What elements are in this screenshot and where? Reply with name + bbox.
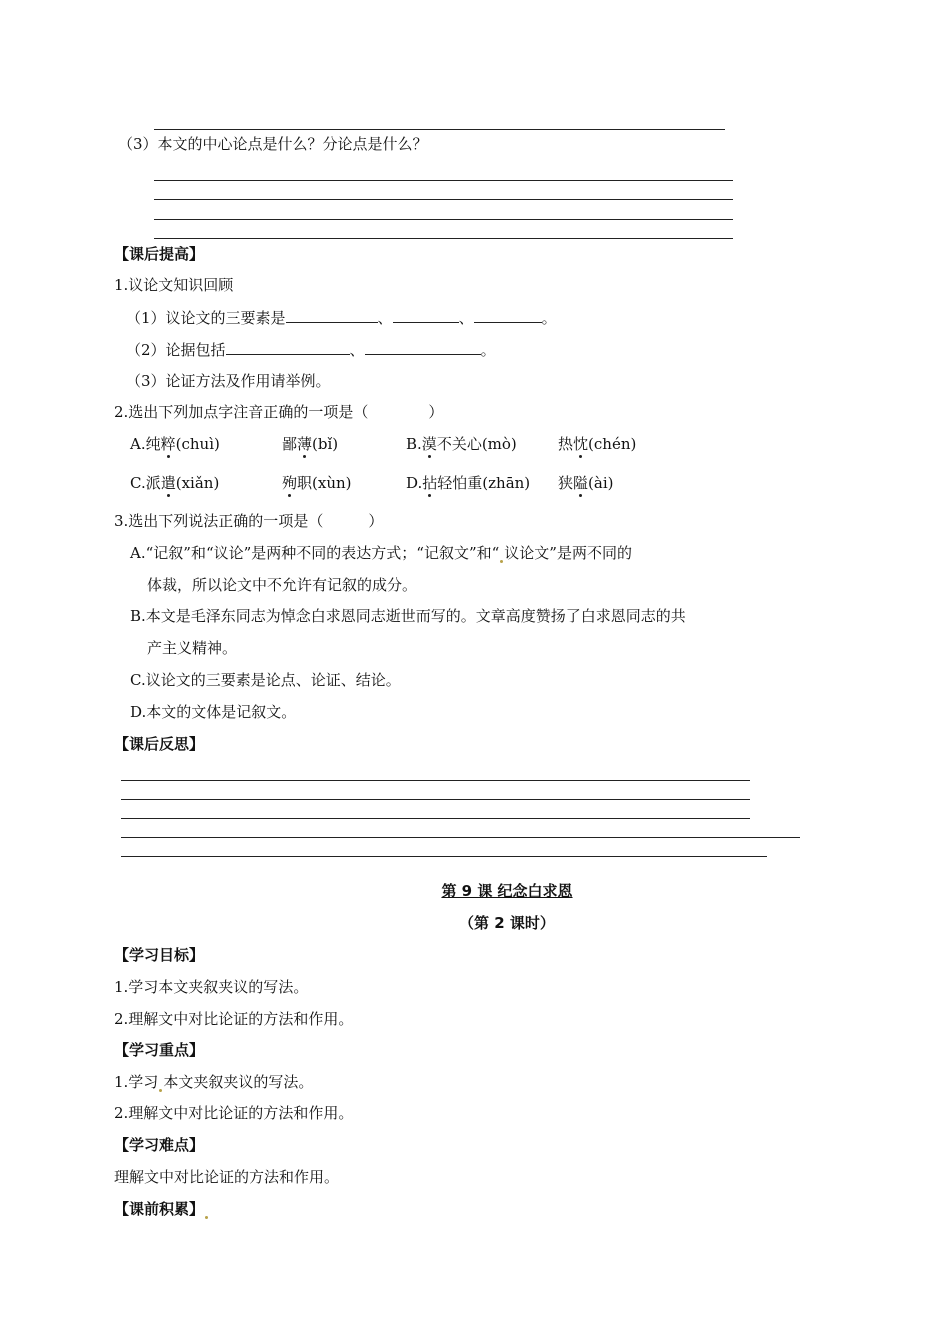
separator: 、 (458, 309, 474, 327)
item-1-sub-3: （3）论证方法及作用请举例。 (126, 372, 331, 390)
separator: 、 (349, 341, 365, 359)
option-label: B. (406, 435, 422, 453)
fill-blank[interactable] (226, 340, 350, 355)
option-a (130, 434, 220, 454)
key-point-item (114, 1072, 313, 1092)
section-heading-pre-class (114, 1199, 209, 1219)
lesson-subtitle: （第 2 课时） (459, 914, 555, 932)
dotted-char: 拈 (422, 474, 438, 492)
marker-dot (500, 560, 503, 563)
reflection-line (121, 780, 750, 781)
item-1-sub-2 (126, 340, 496, 360)
goal-item: 1.学习本文夹叙夹议的写法。 (114, 978, 309, 996)
dotted-char: 殉 (282, 474, 298, 492)
section-heading-after-class: 【课后提高】 (114, 245, 205, 263)
dotted-char: 隘 (573, 474, 589, 492)
item-3-option-c: C.议论文的三要素是论点、论证、结论。 (130, 671, 401, 689)
item-3-option-b-line-1: B.本文是毛泽东同志为悼念白求恩同志逝世而写的。文章高度赞扬了白求恩同志的共 (130, 607, 686, 625)
item-3-option-b-line-2: 产主义精神。 (147, 639, 238, 657)
dotted-char: 薄 (297, 435, 313, 453)
goal-item: 2.理解文中对比论证的方法和作用。 (114, 1010, 354, 1028)
sub-2-prefix: （2）论据包括 (126, 341, 226, 359)
answer-line (154, 219, 733, 220)
item-3-option-d: D.本文的文体是记叙文。 (130, 703, 297, 721)
item-3-title: 3.选出下列说法正确的一项是（ ） (114, 512, 384, 530)
item-2-title: 2.选出下列加点字注音正确的一项是（ ） (114, 403, 444, 421)
option-d-2 (558, 473, 613, 493)
period: 。 (480, 341, 496, 359)
text-segment: 1.学习 (114, 1073, 159, 1091)
reflection-line (121, 818, 750, 819)
option-c-2 (282, 473, 352, 493)
period: 。 (541, 309, 557, 327)
question-3: （3）本文的中心论点是什么？分论点是什么？ (118, 135, 428, 153)
reflection-line (121, 799, 750, 800)
item-3-option-a-line-2: 体裁，所以论文中不允许有记叙的成分。 (147, 576, 418, 594)
word-text: 狭 (558, 474, 574, 492)
text-segment: 本文夹叙夹议的写法。 (163, 1073, 314, 1091)
word-text: 轻怕重(zhān) (437, 474, 531, 492)
dotted-char: 漠 (421, 435, 437, 453)
pinyin: (chuì) (175, 435, 220, 453)
option-label: D. (406, 474, 423, 492)
reflection-line (121, 856, 767, 857)
option-a-2 (282, 434, 338, 454)
key-point-item: 2.理解文中对比论证的方法和作用。 (114, 1104, 354, 1122)
dotted-char: 粹 (160, 435, 176, 453)
answer-line (154, 199, 733, 200)
pinyin: (ài) (588, 474, 614, 492)
dotted-char: 忱 (573, 435, 589, 453)
section-heading-reflection: 【课后反思】 (114, 735, 205, 753)
answer-line (154, 238, 733, 239)
pinyin: (chén) (588, 435, 637, 453)
item-3-option-a-line-1 (130, 543, 632, 563)
section-heading-difficulties: 【学习难点】 (114, 1136, 205, 1154)
separator: 、 (377, 309, 393, 327)
word-text: 热 (558, 435, 574, 453)
option-label: A. (130, 435, 146, 453)
text-segment: 议论文”是两不同的 (504, 544, 632, 562)
marker-dot (159, 1089, 162, 1092)
option-label: C. (130, 474, 146, 492)
item-1-sub-1 (126, 308, 557, 328)
item-1-title: 1.议论文知识回顾 (114, 276, 234, 294)
sub-1-prefix: （1）议论文的三要素是 (126, 309, 286, 327)
dotted-char: 遣 (160, 474, 176, 492)
option-c (130, 473, 219, 493)
pinyin: (xiǎn) (175, 474, 220, 492)
word-text: 不关心(mò) (436, 435, 517, 453)
fill-blank[interactable] (393, 308, 459, 323)
pinyin: (bǐ) (312, 435, 339, 453)
lesson-title: 第 9 课 纪念白求恩 (441, 882, 573, 900)
option-b (406, 434, 517, 454)
marker-dot (205, 1216, 208, 1219)
section-heading-goals: 【学习目标】 (114, 946, 205, 964)
reflection-line (121, 837, 800, 838)
word-text: 职(xùn) (297, 474, 352, 492)
answer-line (154, 180, 733, 181)
section-heading-key-points: 【学习重点】 (114, 1041, 205, 1059)
heading-text: 【课前积累】 (114, 1200, 205, 1218)
text-segment: A.“记叙”和“议论”是两种不同的表达方式；“记叙文”和“ (130, 544, 500, 562)
word-text: 鄙 (282, 435, 298, 453)
fill-blank[interactable] (474, 308, 542, 323)
fill-blank[interactable] (365, 340, 481, 355)
option-b-2 (558, 434, 636, 454)
option-d (406, 473, 530, 493)
answer-line (154, 129, 725, 130)
difficulty-text: 理解文中对比论证的方法和作用。 (114, 1168, 340, 1186)
word-text: 派 (145, 474, 161, 492)
fill-blank[interactable] (286, 308, 378, 323)
word-text: 纯 (145, 435, 161, 453)
